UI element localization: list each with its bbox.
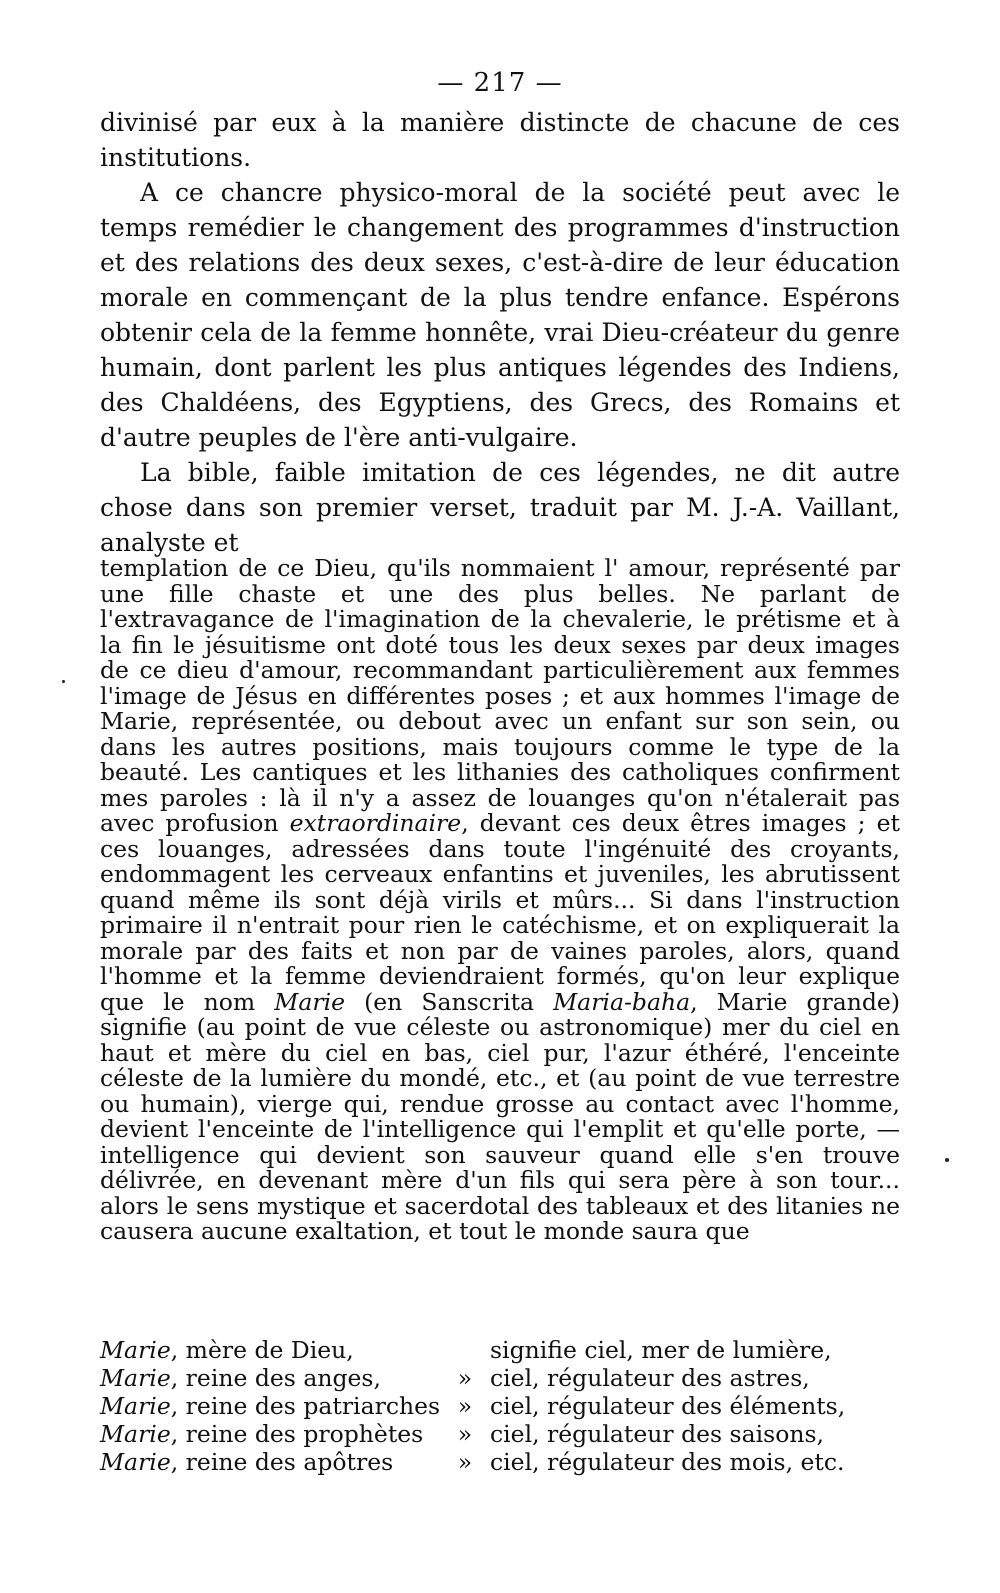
litany-name: Marie [100, 1392, 171, 1420]
page-number: — 217 — [437, 68, 563, 98]
text-run: (en Sanscrita [345, 987, 554, 1016]
ditto-mark [440, 1336, 490, 1364]
litany-title-text: , reine des prophètes [170, 1420, 424, 1448]
litany-meaning: signifie ciel, mer de lumière, [490, 1336, 832, 1364]
litany-row [100, 1392, 900, 1420]
litany-row [100, 1448, 900, 1476]
litany-row [100, 1364, 900, 1392]
litany-meaning: ciel, régulateur des astres, [490, 1364, 810, 1392]
litany-row [100, 1336, 900, 1364]
text-run: , Marie grande) signifie (au point de vue céleste ou astronomique) mer du ciel en haut et mère du ciel en bas, ciel pur, l'azur éthéré, l'enceinte céleste de la lumière du mondé, etc., et (au point de vue terrestre ou humain), vierge qui, rendue grosse au contact avec l'homme, devient l'enceinte de l'intelligence qui l'emplit et qu'elle porte, — intelligence qui devient son sauveur quand elle s'en trouve délivrée, en devenant mère d'un fils qui sera père à son tour... alors le sens mystique et sacerdotal des tableaux et des litanies ne causera aucune exaltation, et tout le monde saura que [100, 987, 900, 1245]
paragraph-continuation: divinisé par eux à la manière distincte de chacune de ces institutions. [100, 108, 900, 172]
litany-title-text: , reine des apôtres [170, 1448, 394, 1476]
litany-title-text: , reine des anges, [170, 1364, 381, 1392]
paragraph-templation [100, 556, 900, 1245]
paragraph-chancre: A ce chancre physico-moral de la société peut avec le temps remédier le changement des programmes d'instruction et des relations des deux sexes, c'est-à-dire de leur éducation morale en commençant de la plus tendre enfance. Espérons obtenir cela de la femme honnête, vrai Dieu-créateur du genre humain, dont parlent les plus antiques légendes des Indiens, des Chaldéens, des Egyptiens, des Grecs, des Romains et d'autre peuples de l'ère anti-vulgaire. [100, 178, 900, 452]
text-run: templation de ce Dieu, qu'ils nommaient l' amour, représenté par une fille chaste et une des plus belles. Ne parlant de l'extravagance de l'imagination de la chevalerie, le prétisme et à la fin le jésuitisme ont doté tous les deux sexes par deux images de ce dieu d'amour, recommandant particulièrement aux femmes l'image de Jésus en différentes poses ; et aux hommes l'image de Marie, représentée, ou debout avec un enfant sur son sein, ou dans les autres positions, mais toujours comme le type de la beauté. Les cantiques et les lithanies des catholiques confirment mes paroles : là il n'y a assez de louanges qu'on n'étalerait pas avec profusion [100, 554, 900, 837]
paragraph-bible: La bible, faible imitation de ces légendes, ne dit autre chose dans son premier verset, traduit par M. J.-A. Vaillant, analyste et [100, 458, 900, 557]
litany-title [100, 1448, 440, 1476]
ink-speck [62, 680, 65, 683]
ditto-mark: » [457, 1420, 473, 1448]
ditto-mark: » [457, 1448, 473, 1476]
litany-name: Marie [100, 1420, 171, 1448]
ink-speck [945, 1158, 949, 1162]
litany-meaning: ciel, régulateur des mois, etc. [490, 1448, 845, 1476]
litany-name: Marie [100, 1336, 171, 1364]
text-block-top [100, 105, 900, 560]
litany-name: Marie [100, 1364, 171, 1392]
italic-word: extraordinaire [289, 809, 462, 837]
ditto-mark: » [457, 1392, 473, 1420]
litany-title [100, 1392, 440, 1420]
litany-title-text: , reine des patriarches [170, 1392, 441, 1420]
italic-word: Marie [274, 987, 346, 1016]
litany-title [100, 1420, 440, 1448]
litany-row [100, 1420, 900, 1448]
text-block-bottom [100, 556, 900, 1245]
litany-title [100, 1336, 440, 1364]
ditto-mark: » [457, 1364, 473, 1392]
text-run: , devant ces deux êtres images ; et ces louanges, adressées dans toute l'ingénuité des croyants, endommagent les cerveaux enfantins et juveniles, les abrutissent quand même ils sont déjà virils et mûrs... Si dans l'instruction primaire il n'entrait pour rien le catéchisme, et on expliquerait la morale par des faits et non par de vaines paroles, alors, quand l'homme et la femme deviendraient formés, qu'on leur explique que le nom [100, 809, 900, 1016]
litany-meaning: ciel, régulateur des saisons, [490, 1420, 825, 1448]
litany-title [100, 1364, 440, 1392]
litany-list [100, 1336, 900, 1476]
litany-title-text: , mère de Dieu, [170, 1336, 354, 1364]
litany-name: Marie [100, 1448, 171, 1476]
litany-meaning: ciel, régulateur des éléments, [490, 1392, 846, 1420]
italic-word: Maria-baha [553, 987, 691, 1016]
